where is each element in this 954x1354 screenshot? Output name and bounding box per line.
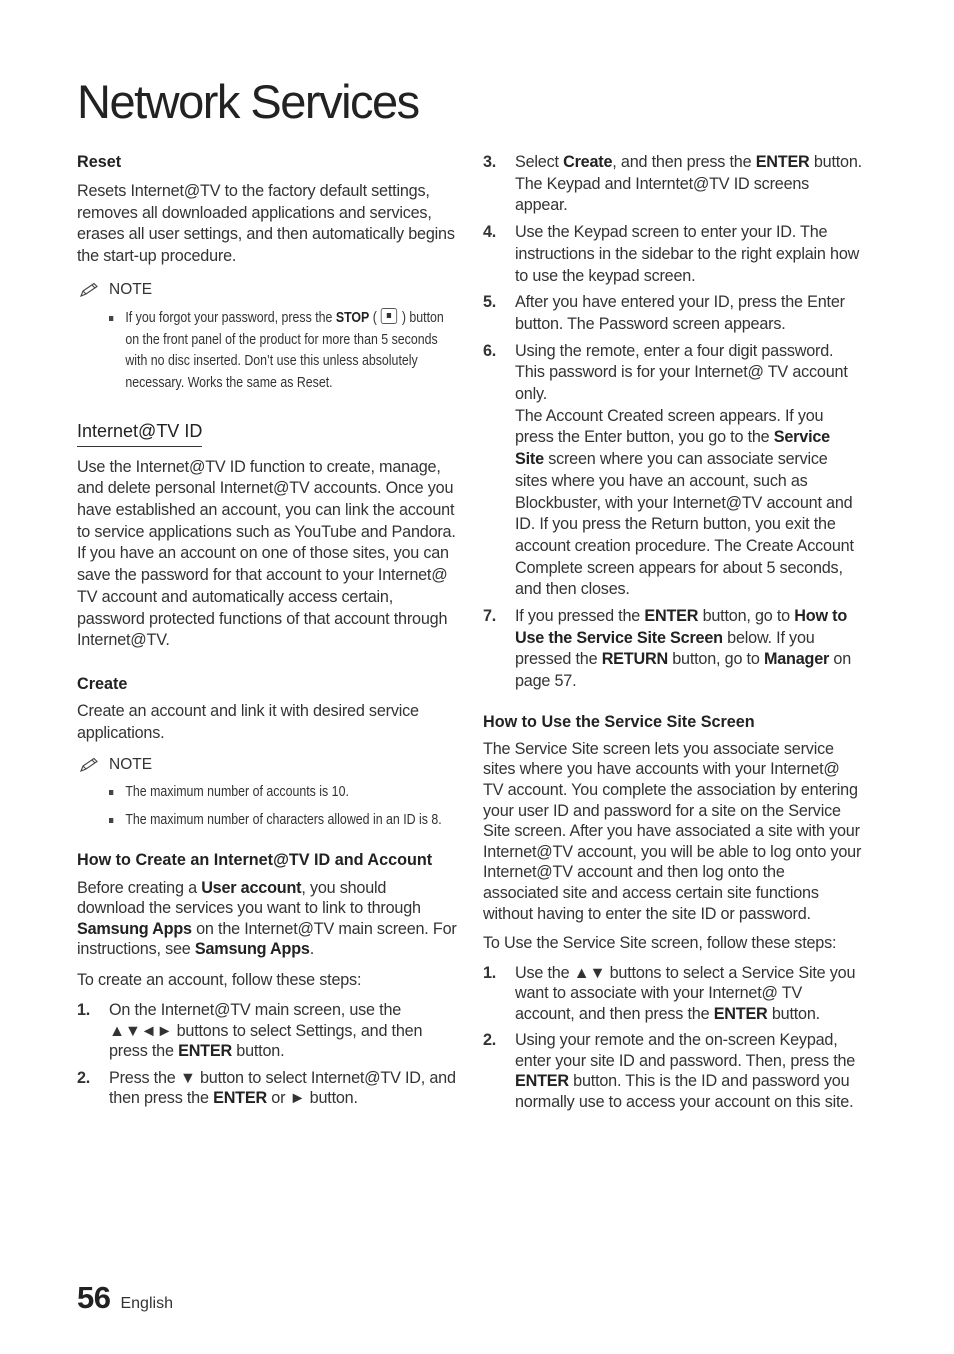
note-text-a: If you forgot your password, press the — [125, 309, 333, 326]
page-number: 56 — [77, 1280, 111, 1315]
step-item: 3. Select Create, and then press the ENTER button. The Keypad and Interntet@TV ID screens appear. — [483, 153, 862, 215]
note-label: NOTE — [109, 280, 153, 298]
step-item: 4. Use the Keypad screen to enter your ID. The instructions in the sidebar to the right explain how to use the keypad screen. — [483, 223, 860, 285]
note-text-b: button on the front panel of the product for more than 5 seconds with no disc inserted. Don’t use this unless absolutely necessary. Works the same as Reset. — [125, 309, 444, 391]
service-steps — [483, 963, 863, 1113]
id-section — [77, 419, 457, 447]
id-heading: Internet@TV ID — [77, 419, 202, 447]
stop-label: STOP — [335, 309, 370, 326]
step-item: 1. On the Internet@TV main screen, use the ▲▼◄► buttons to select Settings, and then press the ENTER button. — [77, 1001, 423, 1061]
service-intro: To Use the Service Site screen, follow these steps: — [483, 934, 837, 953]
create-note — [77, 755, 457, 775]
page-title: Network Services — [77, 75, 419, 128]
pencil-note-icon — [79, 757, 101, 773]
reset-body: Resets Internet@TV to the factory default settings, removes all downloaded applications and services, erases all user settings, and then automatically begins the start-up procedure. — [77, 182, 455, 266]
reset-note-list — [77, 308, 457, 395]
pencil-note-icon — [79, 282, 101, 298]
id-body: Use the Internet@TV ID function to create, manage, and delete personal Internet@TV accounts. Once you have established an account, you can link the account to service applications such as YouTube and Pandora. If you have an account on one of those sites, you can save the password for that account to your Internet@ TV account and automatically access certain, password protected functions of that account through Internet@TV. — [77, 457, 456, 650]
step-item: 2. Press the ▼ button to select Internet@TV ID, and then press the ENTER or ► button. — [77, 1068, 456, 1108]
note-item: The maximum number of characters allowed in an ID is 8. — [109, 810, 448, 832]
step-item: 5. After you have entered your ID, press the Enter button. The Password screen appears. — [483, 293, 845, 333]
right-column — [483, 152, 863, 1112]
step-item: 1. Use the ▲▼ buttons to select a Service Site you want to associate with your Internet@ TV account, and then press the ENTER button. — [483, 963, 856, 1023]
howto-intro: To create an account, follow these steps: — [77, 970, 362, 989]
stop-icon — [381, 308, 397, 324]
create-steps — [77, 1000, 457, 1109]
create-body: Create an account and link it with desired service applications. — [77, 701, 419, 742]
language-label: English — [120, 1295, 173, 1312]
reset-note — [77, 280, 457, 300]
create-note-list — [77, 782, 457, 831]
howto-heading: How to Create an Internet@TV ID and Account — [77, 850, 433, 869]
note-item: The maximum number of accounts is 10. — [109, 782, 448, 804]
howto-body: Before creating a User account, you should download the services you want to link to through Samsung Apps on the Internet@TV main screen. For instructions, see Samsung Apps. — [77, 878, 457, 959]
page-footer — [77, 1280, 173, 1316]
left-column — [77, 150, 457, 1109]
create-steps-cont — [483, 152, 863, 693]
service-body: The Service Site screen lets you associate service sites where you have accounts with your Internet@ TV account. You complete the association by entering your user ID and password for a site on the Service Site screen. After you have associated a site with your Internet@TV account, you will be able to log onto your Internet@TV account and then log onto the associated site and access certain site functions without having to enter the site ID or password. — [483, 739, 862, 923]
note-label: NOTE — [109, 756, 153, 774]
service-heading: How to Use the Service Site Screen — [483, 712, 755, 731]
step-item: 7. If you pressed the ENTER button, go to How to Use the Service Site Screen below. If you pressed the RETURN button, go to Manager on page 57. — [483, 607, 852, 691]
step-item: 6. Using the remote, enter a four digit password. This password is for your Internet@ TV account only. The Account Created screen appears. If you press the Enter button, you go to the Service Site screen where you can associate service sites where you have an account, such as Blockbuster, with your Internet@TV account and ID. If you press the Return button, you exit the account creation procedure. The Create Account Complete screen appears for about 5 seconds, and then closes. — [483, 341, 854, 599]
create-heading: Create — [77, 674, 128, 693]
note-item: If you forgot your password, press the STOP ( ) button on the front panel of the product for more than 5 seconds with no disc inserted. Don’t use this unless absolutely necessary. Works the same as Reset. — [109, 308, 448, 395]
reset-heading: Reset — [77, 153, 122, 171]
step-item: 2. Using your remote and the on-screen Keypad, enter your site ID and password. Then, press the ENTER button. This is the ID and password you normally use to access your account on this site. — [483, 1031, 856, 1111]
